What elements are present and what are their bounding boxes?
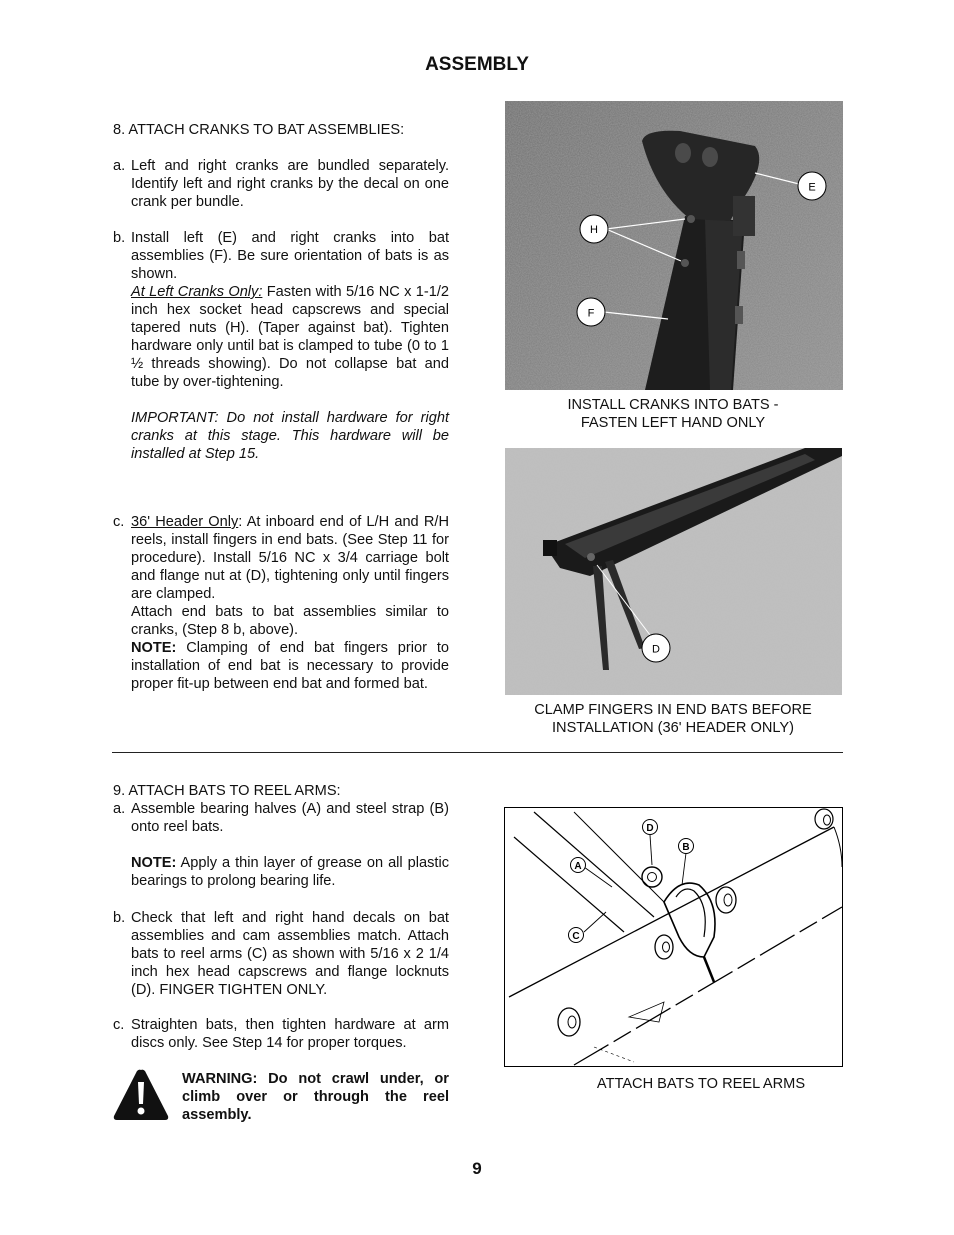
warning-triangle-icon [112, 1068, 170, 1122]
callout-d-photo: D [652, 643, 660, 656]
step-8b [113, 229, 449, 463]
step-8c-label: c. [113, 514, 125, 530]
step-9a [113, 800, 449, 890]
photo2-caption [503, 701, 843, 737]
step-9a-note-text: Apply a thin layer of grease on all plastic bearings to prolong bearing life. [131, 855, 449, 889]
step-9b-text: Check that left and right hand decals on bat assemblies and cam assemblies match. Attach bats to reel arms (C) as shown with 5/16 x 2 1/4 inch hex head capscrews and flange locknuts (D). FINGER TIGHTEN ONLY. [131, 910, 449, 998]
left-cranks-only-label: At Left Cranks Only: [131, 284, 263, 300]
header-only-label: 36' Header Only [131, 514, 239, 530]
crank-install-photo [505, 101, 843, 390]
callout-e: E [808, 181, 816, 194]
photo1-caption [503, 396, 843, 432]
step-9b [113, 909, 449, 999]
photo1-caption-line2: FASTEN LEFT HAND ONLY [580, 415, 766, 431]
step-8a [113, 157, 449, 211]
step-9a-label: a. [113, 801, 126, 817]
callout-f: F [587, 307, 595, 320]
photo1-caption-line1: INSTALL CRANKS INTO BATS - [567, 397, 779, 413]
step-9c-label: c. [113, 1017, 125, 1033]
step-8a-text: Left and right cranks are bundled separately. Identify left and right cranks by the decal on one crank per bundle. [131, 158, 449, 210]
callout-c-diagram: C [572, 931, 580, 942]
step-8c [113, 513, 449, 693]
step-9a-note-label: NOTE: [131, 855, 177, 871]
step-8c-text2: Attach end bats to bat assemblies similar to cranks, (Step 8 b, above). [131, 604, 449, 638]
step-8b-text2: Fasten with 5/16 NC x 1-1/2 inch hex socket head capscrews and special tapered nuts (H). (Taper against bat). Tighten hardware only until bat is clamped to tube (0 to 1 ½ threads showing). Do not collapse bat and tube by over-tightening. [131, 284, 449, 390]
callout-a-diagram: A [574, 861, 582, 872]
note-text: Clamping of end bat fingers prior to installation of end bat is necessary to provide proper fit-up between end bat and formed bat. [131, 640, 449, 692]
page-number: 9 [472, 1159, 482, 1178]
step-9c-text: Straighten bats, then tighten hardware at arm discs only. See Step 14 for proper torques. [131, 1017, 449, 1051]
step-8a-label: a. [113, 158, 126, 174]
step-8b-important: IMPORTANT: Do not install hardware for right cranks at this stage. This hardware will be installed at Step 15. [131, 410, 449, 462]
step-8c-text1 [131, 513, 449, 603]
note-label: NOTE: [131, 640, 177, 656]
step-9-heading: 9. ATTACH BATS TO REEL ARMS: [113, 783, 341, 799]
callout-h: H [590, 224, 598, 236]
page-title: ASSEMBLY [425, 54, 529, 75]
step-8b-label: b. [113, 230, 126, 246]
step-8b-left-only [131, 283, 449, 391]
step-9a-note [131, 854, 449, 890]
step-8b-text1: Install left (E) and right cranks into bat assemblies (F). Be sure orientation of bats is as shown. [131, 230, 449, 282]
step-9a-text: Assemble bearing halves (A) and steel strap (B) onto reel bats. [131, 801, 449, 835]
callout-b-diagram: B [682, 842, 690, 853]
step-9b-label: b. [113, 910, 126, 926]
reel-arm-diagram [504, 807, 843, 1067]
step-8c-note [131, 639, 449, 693]
photo2-caption-line2: INSTALLATION (36' HEADER ONLY) [551, 720, 794, 736]
warning-text: WARNING: Do not crawl under, or climb over or through the reel assembly. [182, 1071, 449, 1123]
step-8-heading: 8. ATTACH CRANKS TO BAT ASSEMBLIES: [113, 122, 405, 138]
step-9c [113, 1016, 449, 1052]
end-bat-fingers-photo [505, 448, 842, 695]
section-divider [112, 752, 843, 753]
photo2-caption-line1: CLAMP FINGERS IN END BATS BEFORE [534, 702, 812, 718]
figure3-caption: ATTACH BATS TO REEL ARMS [596, 1076, 806, 1092]
step-8c-text1-body: : At inboard end of L/H and R/H reels, install fingers in end bats. (See Step 11 for procedure). Install 5/16 NC x 3/4 carriage bolt and flange nut at (D), tightening only until fingers are clamped. [131, 514, 449, 602]
callout-d-diagram: D [646, 823, 654, 834]
